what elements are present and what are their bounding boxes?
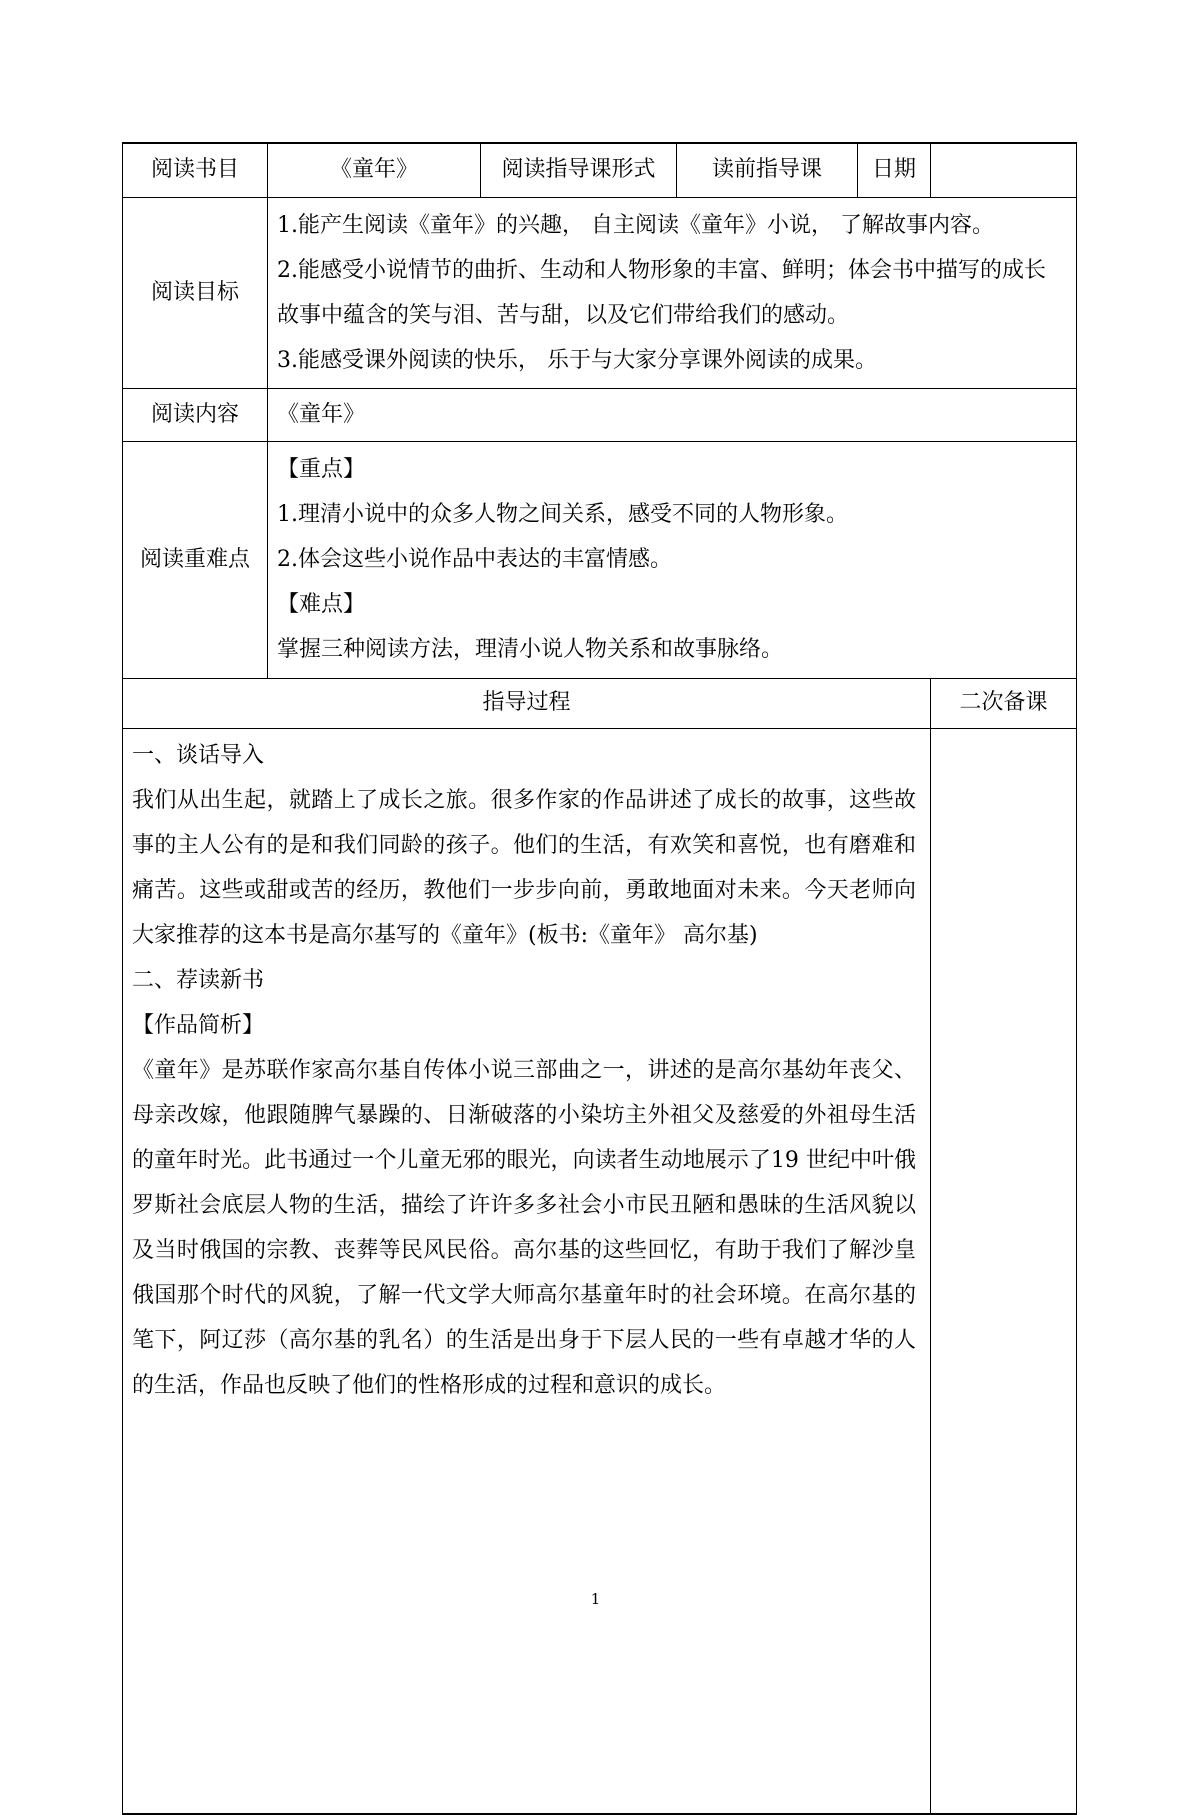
hard-point-item: 掌握三种阅读方法，理清小说人物关系和故事脉络。 bbox=[277, 637, 784, 662]
process-row bbox=[123, 728, 1077, 1814]
difficulties-label: 阅读重难点 bbox=[123, 441, 268, 678]
form-label: 阅读指导课形式 bbox=[481, 143, 677, 197]
header-row bbox=[123, 143, 1077, 197]
side-notes bbox=[931, 728, 1077, 1814]
key-point-item: 1.理清小说中的众多人物之间关系，感受不同的人物形象。 bbox=[277, 502, 848, 527]
form-value: 读前指导课 bbox=[677, 143, 858, 197]
subsection-heading: 【作品简析】 bbox=[132, 1012, 265, 1038]
key-points-heading: 【重点】 bbox=[277, 457, 366, 482]
hard-points-heading: 【难点】 bbox=[277, 592, 366, 617]
section-heading: 二、荐读新书 bbox=[132, 967, 265, 993]
goal-item: 2.能感受小说情节的曲折、生动和人物形象的丰富、鲜明；体会书中描写的成长故事中蕴含的笑与泪、苦与甜，以及它们带给我们的感动。 bbox=[277, 257, 1046, 328]
book-value: 《童年》 bbox=[268, 143, 481, 197]
content-value: 《童年》 bbox=[268, 388, 1077, 441]
goal-item: 1.能产生阅读《童年》的兴趣， 自主阅读《童年》小说， 了解故事内容。 bbox=[277, 212, 994, 238]
section-heading: 一、谈话导入 bbox=[132, 742, 265, 768]
date-label: 日期 bbox=[858, 143, 931, 197]
date-value bbox=[931, 143, 1077, 197]
goals-content bbox=[268, 197, 1077, 388]
side-heading: 二次备课 bbox=[931, 678, 1077, 728]
goals-row bbox=[123, 197, 1077, 388]
difficulties-content bbox=[268, 441, 1077, 678]
process-paragraph: 我们从出生起，就踏上了成长之旅。很多作家的作品讲述了成长的故事，这些故事的主人公有的是和我们同龄的孩子。他们的生活，有欢笑和喜悦，也有磨难和痛苦。这些或甜或苦的经历，教他们一步步向前，勇敢地面对未来。今天老师向大家推荐的这本书是高尔基写的《童年》(板书:《童年》 高尔基) bbox=[132, 787, 916, 948]
process-heading-row bbox=[123, 678, 1077, 728]
book-label: 阅读书目 bbox=[123, 143, 268, 197]
process-paragraph: 《童年》是苏联作家高尔基自传体小说三部曲之一，讲述的是高尔基幼年丧父、母亲改嫁，他跟随脾气暴躁的、日渐破落的小染坊主外祖父及慈爱的外祖母生活的童年时光。此书通过一个儿童无邪的眼光，向读者生动地展示了19 世纪中叶俄罗斯社会底层人物的生活，描绘了许许多多社会小市民丑陋和愚昧的生活风貌以及当时俄国的宗教、丧葬等民风民俗。高尔基的这些回忆，有助于我们了解沙皇俄国那个时代的风貌，了解一代文学大师高尔基童年时的社会环境。在高尔基的笔下，阿辽莎（高尔基的乳名）的生活是出身于下层人民的一些有卓越才华的人的生活，作品也反映了他们的性格形成的过程和意识的成长。 bbox=[132, 1057, 916, 1398]
process-heading: 指导过程 bbox=[123, 678, 931, 728]
lesson-plan-table bbox=[122, 142, 1077, 1815]
difficulties-row bbox=[123, 441, 1077, 678]
key-point-item: 2.体会这些小说作品中表达的丰富情感。 bbox=[277, 547, 672, 572]
page-number: 1 bbox=[590, 1590, 601, 1608]
content-row bbox=[123, 388, 1077, 441]
content-label: 阅读内容 bbox=[123, 388, 268, 441]
goals-label: 阅读目标 bbox=[123, 197, 268, 388]
goal-item: 3.能感受课外阅读的快乐， 乐于与大家分享课外阅读的成果。 bbox=[277, 347, 877, 373]
process-content bbox=[123, 728, 931, 1814]
